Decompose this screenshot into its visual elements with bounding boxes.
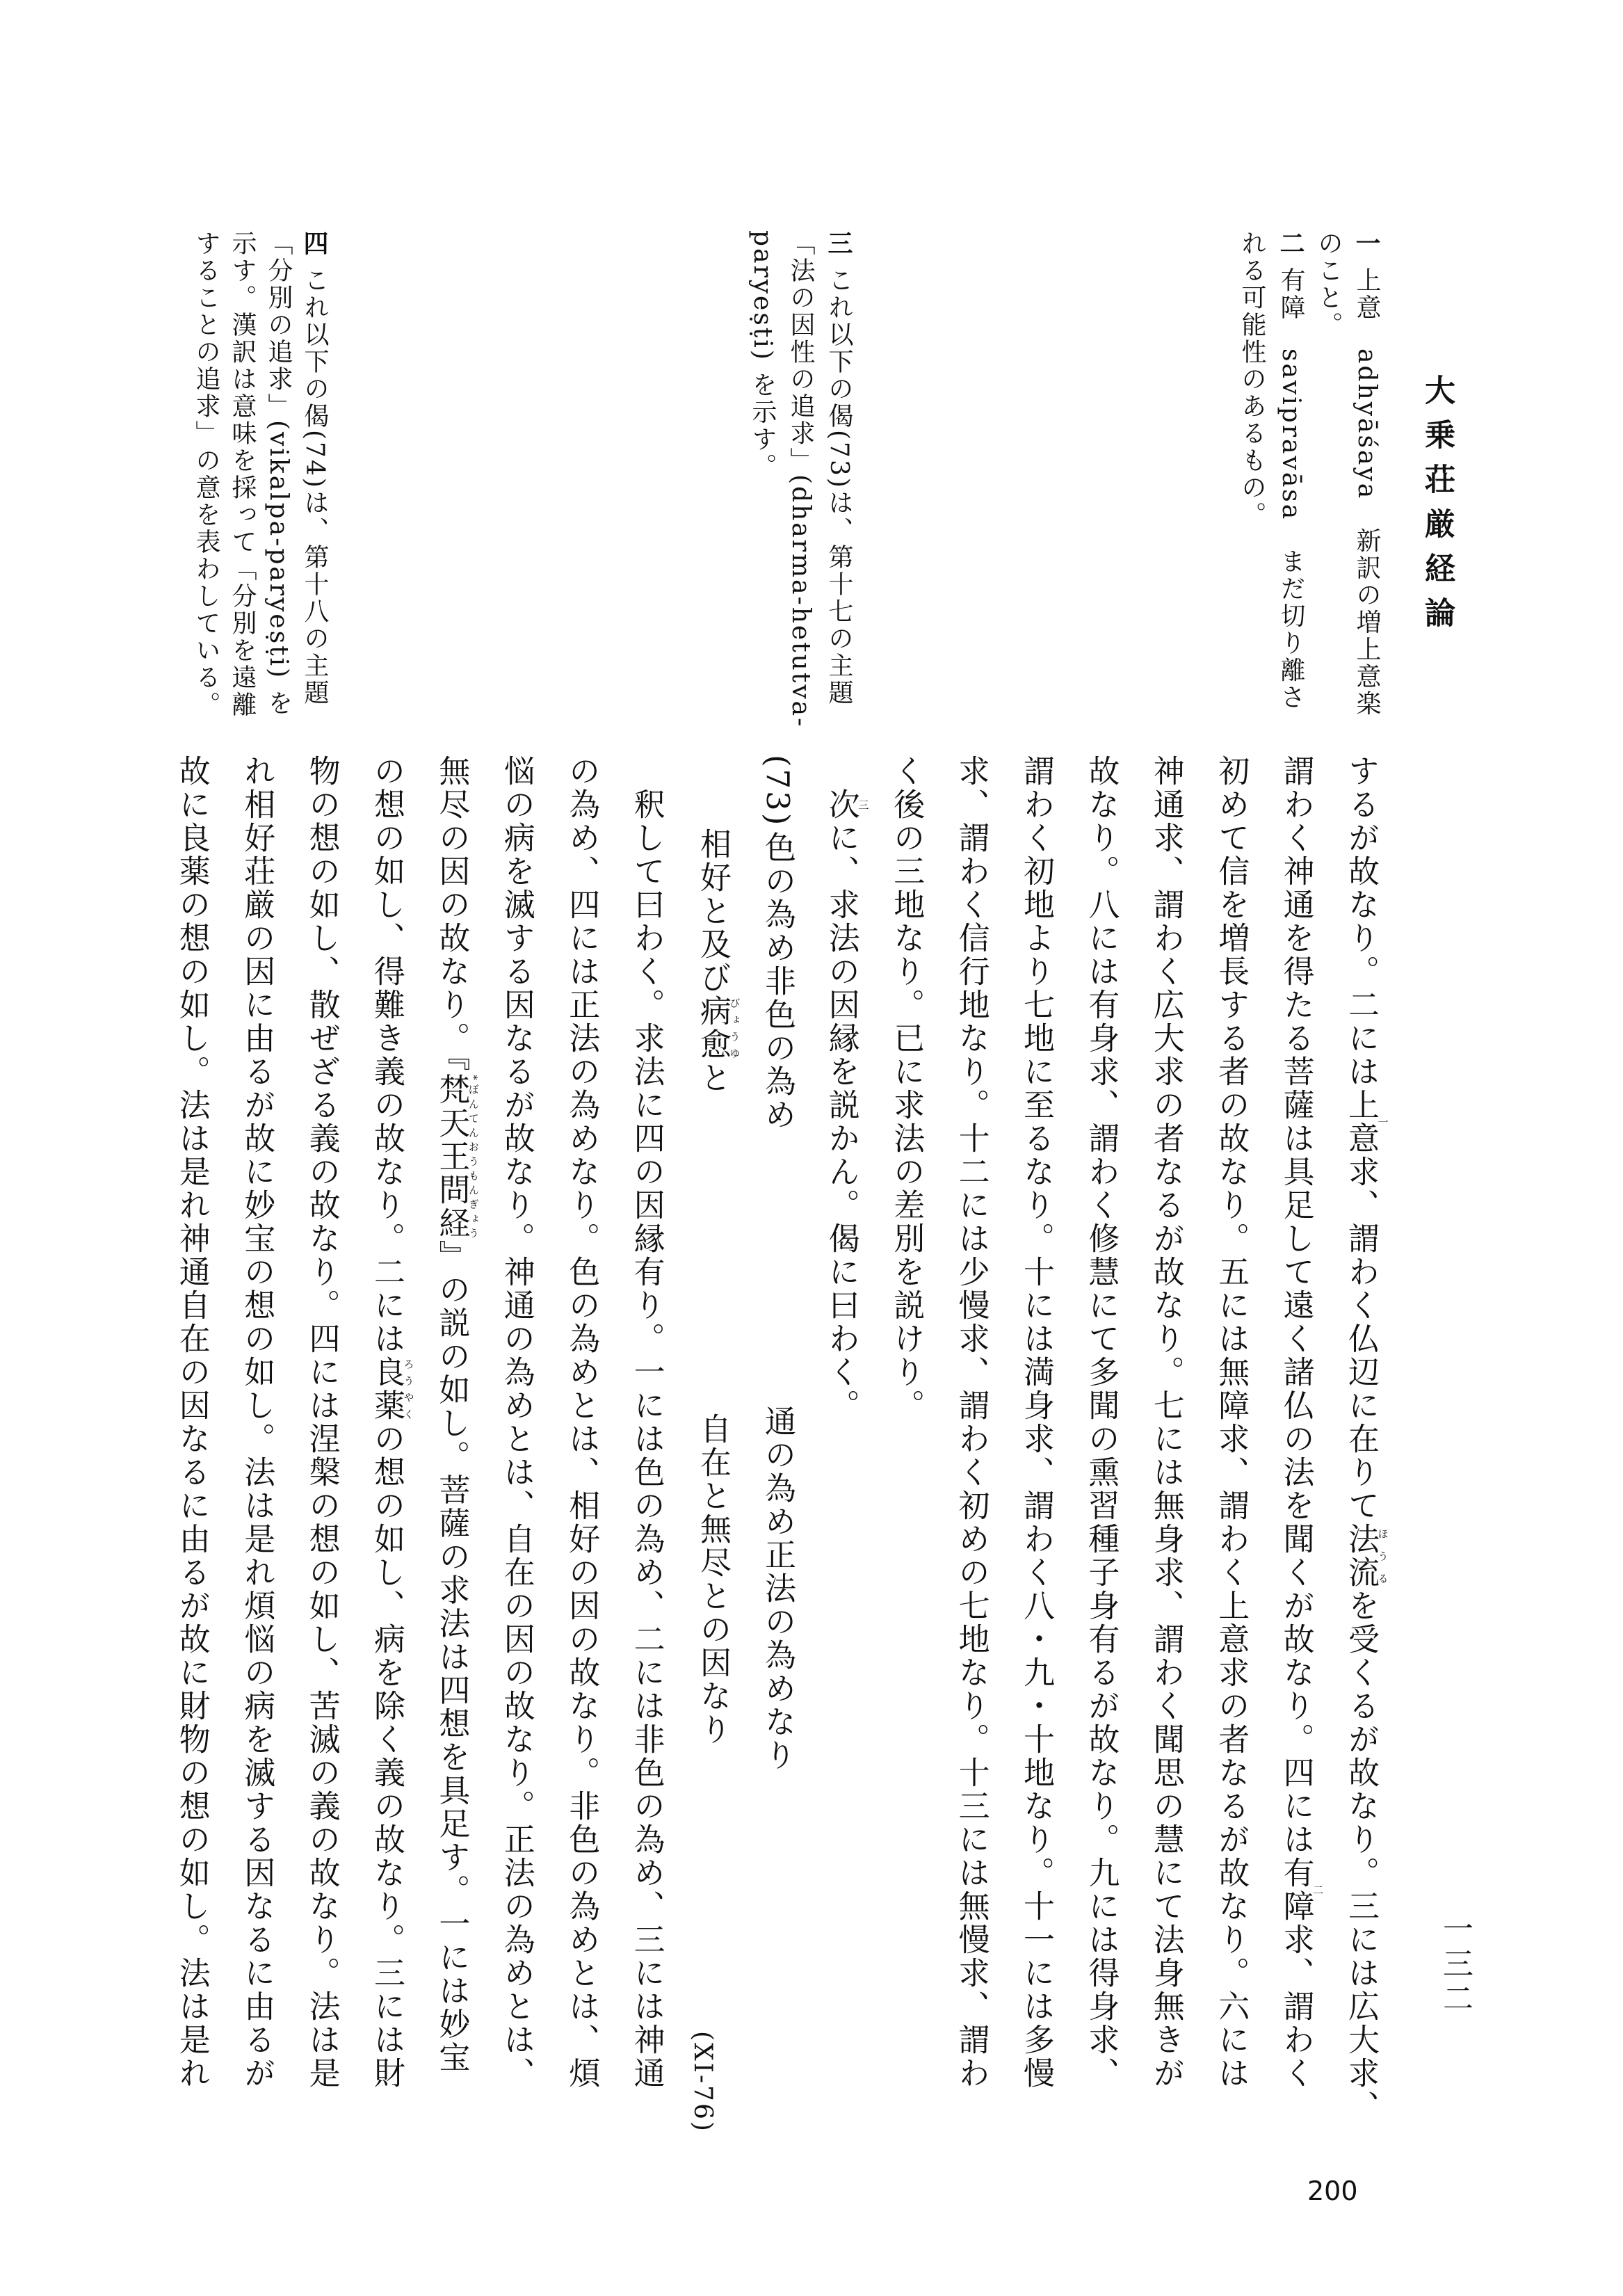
text-column <box>953 755 990 2090</box>
footnote-line <box>1354 230 1379 717</box>
text-column <box>1277 755 1325 2090</box>
footnote-text: 「法の因性の追求」(dharma-hetutva- <box>786 230 815 729</box>
ruby-base: 次 <box>823 788 860 821</box>
text-column <box>371 755 414 2090</box>
text-column <box>498 755 535 2090</box>
footnote-line <box>788 230 813 728</box>
ruby-word <box>1343 1089 1389 1155</box>
verse-line-2-upper <box>697 828 741 1095</box>
text-segment: 物の想の如し、散ぜざる義の故なり。四には涅槃の想の如し、苦滅の義の故なり。法は是 <box>303 755 341 2090</box>
text-column <box>888 755 926 1422</box>
running-header-title: 大乗荘厳経論 <box>1419 374 1455 641</box>
text-column <box>1343 755 1389 2124</box>
ruby-word <box>823 788 870 821</box>
text-segment: く後の三地なり。已に求法の差別を説けり。 <box>888 755 926 1422</box>
footnote-text: これ以下の偈(74)は、第十八の主題 <box>300 267 329 707</box>
text-column <box>173 755 211 2090</box>
ruby-reading: びょうゆ <box>728 995 741 1061</box>
footnote-text: paryeṣṭi) を示す。 <box>748 230 777 481</box>
text-column <box>303 755 341 2090</box>
text-segment: 謂わく神通を得たる菩薩は具足して遠く諸仏の法を聞くが故なり。四には <box>1277 755 1315 1856</box>
text-segment: れ相好荘厳の因に由るが故に妙宝の想の如し。法は是れ煩悩の病を滅する因なるに由るが <box>239 755 276 2090</box>
footnote-text: れる可能性のあるもの。 <box>1238 230 1266 529</box>
text-segment: 神通求、謂わく広大求の者なるが故なり。七には無身求、謂わく聞思の慧にて法身無きが <box>1147 755 1185 2090</box>
text-segment: 初めて信を増長する者の故なり。五には無障求、謂わく上意求の者なるが故なり。六には <box>1213 755 1250 2090</box>
ruby-word <box>433 1073 480 1240</box>
ruby-word <box>369 1356 415 1422</box>
footnote-line <box>266 230 291 717</box>
footnote-text: することの追求」の意を表わしている。 <box>192 230 220 718</box>
footnote-number: 二 <box>1276 230 1305 257</box>
verse-line-1-lower: 通の為め正法の為めなり <box>759 1405 796 1772</box>
text-segment: 求、謂わく <box>1277 1923 1315 2090</box>
ruby-base: 良薬 <box>369 1356 405 1422</box>
footnote-text: 「分別の追求」(vikalpa-paryeṣṭi) を <box>264 230 293 717</box>
footnote-number: 四 <box>300 230 329 257</box>
ruby-word <box>695 995 741 1061</box>
verse-line-1 <box>759 755 796 1132</box>
footnote-line <box>1278 230 1303 711</box>
text-column <box>1213 755 1250 2090</box>
ruby-word <box>1343 1523 1389 1589</box>
footnote-line <box>750 230 775 480</box>
text-column <box>239 755 276 2090</box>
verse-number: (73) <box>759 755 796 828</box>
page-number-kanji: 一三二 <box>1437 1913 1473 2017</box>
verse-line-1-upper: 色の為め非色の為め <box>759 831 796 1132</box>
footnote-text: 有障 savipravāsa まだ切り離さ <box>1277 267 1305 712</box>
footnote-number: 三 <box>824 230 853 257</box>
footnote-line <box>1239 230 1264 529</box>
text-segment: に、求法の因縁を説かん。偈に曰わく。 <box>823 821 860 1422</box>
footnote-text: 示す。漢訳は意味を採って「分別を遠離 <box>228 230 257 718</box>
ruby-base: 病愈 <box>695 995 732 1061</box>
ruby-base: 梵天王問経 <box>433 1073 471 1240</box>
text-column <box>628 788 665 2090</box>
text-segment: を受くるが故なり。三には広大求、 <box>1343 1589 1380 2124</box>
ruby-word <box>1277 1856 1325 1923</box>
footnote-text: これ以下の偈(73)は、第十七の主題 <box>825 267 853 707</box>
footnote-line <box>1316 230 1341 339</box>
footnote-line <box>229 230 255 718</box>
text-segment: 謂わく初地より七地に至るなり。十には満身求、謂わく八・九・十地なり。十一には多慢 <box>1018 755 1055 2090</box>
text-segment: 求、謂わく仏辺に在りて <box>1343 1155 1380 1523</box>
text-segment: 故なり。八には有身求、謂わく修慧にて多聞の熏習種子身有るが故なり。九には得身求、 <box>1083 755 1120 2090</box>
text-segment: 悩の病を滅する因なるが故なり。神通の為めとは、自在の因の故なり。正法の為めとは、 <box>498 755 535 2090</box>
text-column <box>1083 755 1120 2090</box>
verse-text: と <box>695 1061 732 1095</box>
text-segment: 無尽の因の故なり。『 <box>433 755 471 1073</box>
page-number: 200 <box>1307 2176 1358 2206</box>
text-segment: 』の説の如し。菩薩の求法は四想を具足す。一には妙宝 <box>433 1239 471 2075</box>
text-column <box>1018 755 1055 2090</box>
text-column <box>823 788 870 1422</box>
ruby-reading: ろうやく <box>402 1356 415 1422</box>
text-column <box>433 755 480 2075</box>
ruby-base: 法流 <box>1343 1523 1380 1589</box>
ruby-base: 上意 <box>1343 1089 1380 1155</box>
text-column <box>563 755 601 2090</box>
footnote-line <box>302 230 327 707</box>
text-column <box>1147 755 1185 2090</box>
ruby-reading: ほうる <box>1376 1523 1389 1589</box>
verse-reference: (XI-76) <box>688 2031 717 2133</box>
verse-text: 相好と及び <box>695 828 732 995</box>
verse-line-2-lower: 自在と無尽との因なり <box>695 1413 732 1747</box>
text-segment: の想の如し、得難き義の故なり。二には <box>369 755 405 1356</box>
ruby-reading: 二 <box>1311 1856 1325 1923</box>
text-segment: 故に良薬の想の如し。法は是れ神通自在の因なるに由るが故に財物の想の如し。法は是れ <box>173 755 211 2090</box>
footnote-text: 上意 adhyāśaya 新訳の増上意楽 <box>1352 267 1381 718</box>
text-segment: の為め、四には正法の為めなり。色の為めとは、相好の因の故なり。非色の為めとは、煩 <box>563 755 601 2090</box>
ruby-reading: 三 <box>857 788 870 821</box>
footnote-text: のこと。 <box>1314 230 1343 339</box>
text-segment: するが故なり。二には <box>1343 755 1380 1089</box>
ruby-reading: *ぼんてんおうもんぎょう <box>467 1073 480 1240</box>
text-segment: の想の如し、病を除く義の故なり。三には財 <box>369 1422 405 2090</box>
footnote-line <box>826 230 851 707</box>
footnote-number: 一 <box>1352 230 1381 257</box>
ruby-reading: 一 <box>1376 1089 1389 1155</box>
text-segment: 求、謂わく信行地なり。十二には少慢求、謂わく初めの七地なり。十三には無慢求、謂わ <box>953 755 990 2090</box>
footnote-line <box>193 230 218 718</box>
ruby-base: 有障 <box>1277 1856 1315 1923</box>
text-segment: 釈して曰わく。求法に四の因縁有り。一には色の為め、二には非色の為め、三には神通 <box>628 788 665 2090</box>
